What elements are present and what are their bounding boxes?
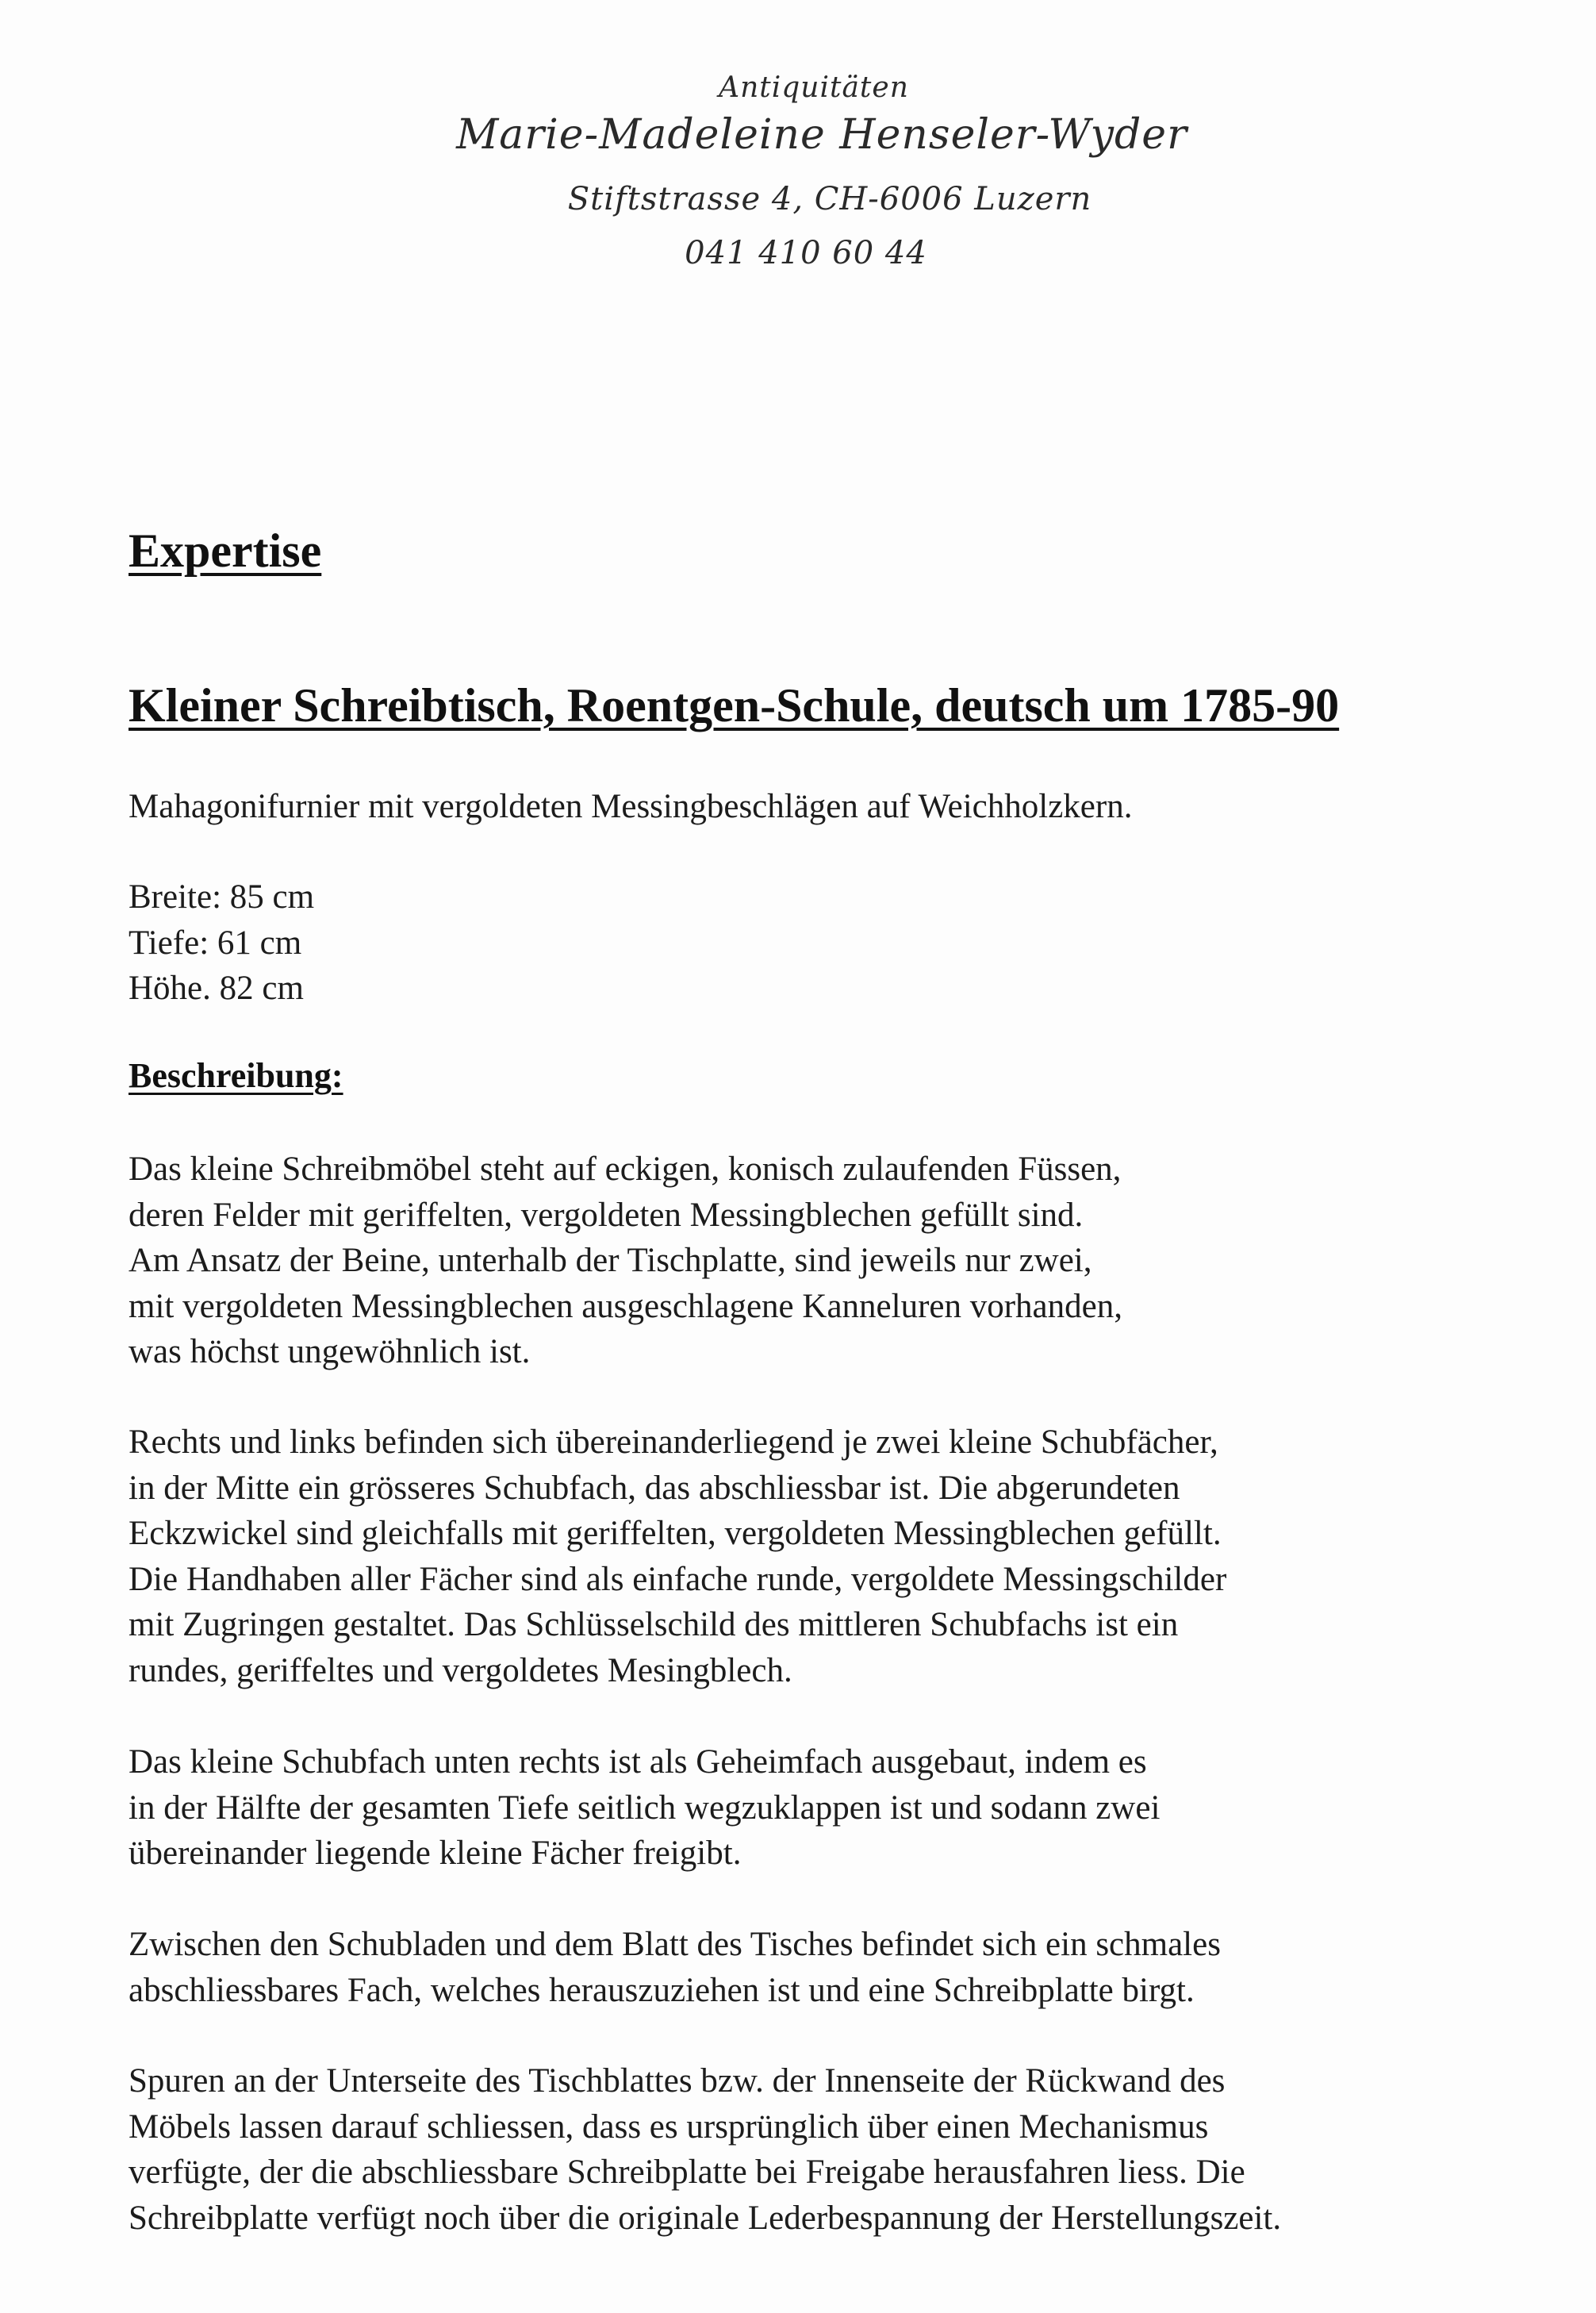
document-title: Kleiner Schreibtisch, Roentgen-Schule, deutsch um 1785-90 bbox=[129, 679, 1340, 732]
paragraph-line: Eckzwickel sind gleichfalls mit geriffelten, vergoldeten Messingblechen gefüllt. bbox=[129, 1515, 1222, 1552]
paragraph-3 bbox=[129, 1739, 1160, 1877]
paragraph-line: verfügte, der die abschliessbare Schreibplatte bei Freigabe herausfahren liess. Die bbox=[129, 2154, 1245, 2191]
paragraph-line: Rechts und links befinden sich übereinanderliegend je zwei kleine Schubfächer, bbox=[129, 1424, 1218, 1461]
paragraph-1 bbox=[129, 1147, 1122, 1375]
paragraph-line: rundes, geriffeltes und vergoldetes Mesingblech. bbox=[129, 1651, 792, 1689]
paragraph-line: in der Hälfte der gesamten Tiefe seitlich wegzuklappen ist und sodann zwei bbox=[129, 1789, 1161, 1827]
paragraph-5 bbox=[129, 2058, 1281, 2241]
paragraph-line: Am Ansatz der Beine, unterhalb der Tischplatte, sind jeweils nur zwei, bbox=[129, 1242, 1092, 1279]
letterhead-owner-name: Marie-Madeleine Henseler-Wyder bbox=[456, 111, 1187, 159]
paragraph-line: Spuren an der Unterseite des Tischblattes bzw. der Innenseite der Rückwand des bbox=[129, 2062, 1226, 2100]
paragraph-line: in der Mitte ein grösseres Schubfach, das abschliessbar ist. Die abgerundeten bbox=[129, 1469, 1180, 1507]
description-heading: Beschreibung: bbox=[129, 1056, 343, 1095]
dimension-width: Breite: 85 cm bbox=[129, 878, 315, 916]
dimensions-block bbox=[129, 874, 314, 1012]
document-heading: Expertise bbox=[129, 524, 322, 577]
paragraph-4 bbox=[129, 1922, 1221, 2013]
paragraph-line: was höchst ungewöhnlich ist. bbox=[129, 1333, 531, 1370]
paragraph-line: übereinander liegende kleine Fächer freigibt. bbox=[129, 1835, 742, 1872]
paragraph-line: Möbels lassen darauf schliessen, dass es ursprünglich über einen Mechanismus bbox=[129, 2107, 1209, 2146]
paragraph-line: Schreibplatte verfügt noch über die originale Lederbespannung der Herstellungszeit. bbox=[129, 2199, 1282, 2237]
dimension-depth: Tiefe: 61 cm bbox=[129, 924, 302, 962]
paragraph-2 bbox=[129, 1420, 1226, 1693]
paragraph-line: mit vergoldeten Messingblechen ausgeschlagene Kanneluren vorhanden, bbox=[129, 1287, 1122, 1325]
dimension-height: Höhe. 82 cm bbox=[129, 970, 304, 1007]
letterhead-business-type: Antiquitäten bbox=[719, 71, 909, 104]
paragraph-line: mit Zugringen gestaltet. Das Schlüsselschild des mittleren Schubfachs ist ein bbox=[129, 1606, 1179, 1643]
paragraph-line: deren Felder mit geriffelten, vergoldeten Messingblechen gefüllt sind. bbox=[129, 1196, 1084, 1234]
paragraph-line: Das kleine Schreibmöbel steht auf eckigen, konisch zulaufenden Füssen, bbox=[129, 1151, 1122, 1188]
letterhead-phone: 041 410 60 44 bbox=[685, 235, 927, 271]
letterhead-address: Stiftstrasse 4, CH-6006 Luzern bbox=[567, 181, 1092, 217]
paragraph-line: Das kleine Schubfach unten rechts ist als Geheimfach ausgebaut, indem es bbox=[129, 1743, 1147, 1781]
paragraph-line: Die Handhaben aller Fächer sind als einfache runde, vergoldete Messingschilder bbox=[129, 1560, 1227, 1598]
paragraph-line: abschliessbares Fach, welches herauszuziehen ist und eine Schreibplatte birgt. bbox=[129, 1971, 1195, 2009]
material-description: Mahagonifurnier mit vergoldeten Messingbeschlägen auf Weichholzkern. bbox=[129, 788, 1133, 825]
paragraph-line: Zwischen den Schubladen und dem Blatt des Tisches befindet sich ein schmales bbox=[129, 1926, 1221, 1963]
